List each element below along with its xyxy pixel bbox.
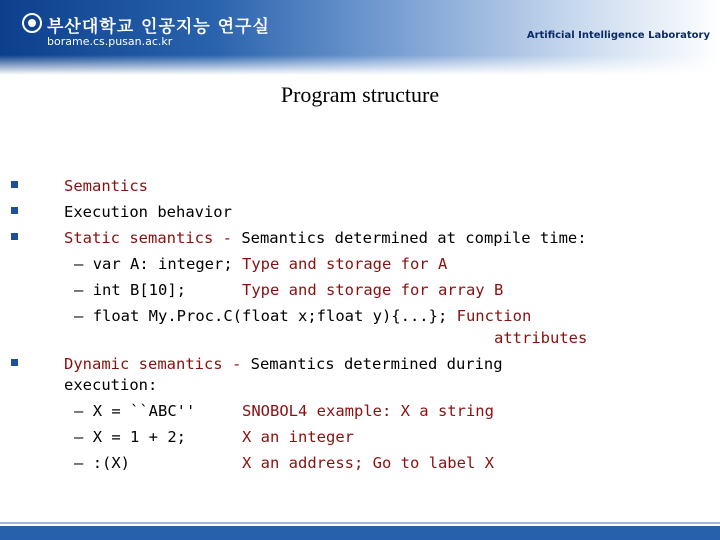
bullet-icon — [11, 233, 18, 240]
lab-name: Artificial Intelligence Laboratory — [526, 30, 710, 41]
bullet-text-part: execution: — [64, 376, 158, 394]
sub-item-note: attributes — [494, 329, 588, 347]
bullet-icon — [11, 359, 18, 366]
slide-title: Program structure — [280, 82, 440, 107]
sub-item — [74, 401, 494, 421]
bullet-text — [64, 176, 148, 196]
bullet-text — [64, 202, 232, 222]
sub-item — [74, 280, 503, 300]
dash-marker: – — [74, 428, 84, 446]
dash-marker: – — [74, 402, 84, 420]
sub-item-code: X = 1 + 2; — [92, 428, 242, 446]
sub-item-code: float My.Proc.C(float x;float y){...}; — [92, 307, 457, 325]
organization-name: 부산대학교 인공지능 연구실 — [47, 17, 270, 37]
bullet-text — [64, 354, 503, 374]
bullet-text-part: Semantics determined during — [250, 355, 503, 373]
sub-item-note: X an address; Go to label X — [242, 454, 494, 472]
sub-item-code: int B[10]; — [92, 281, 242, 299]
sub-item-note: X an integer — [242, 428, 354, 446]
sub-item-note: Function — [456, 307, 532, 325]
footer-bar — [0, 526, 720, 540]
bullet-text-part: Dynamic semantics - — [64, 355, 251, 373]
footer-line — [0, 522, 720, 524]
sub-item — [74, 306, 531, 326]
university-emblem-icon — [22, 13, 42, 33]
sub-item — [74, 254, 447, 274]
sub-item-code: :(X) — [92, 454, 242, 472]
bullet-icon — [11, 181, 18, 188]
dash-marker: – — [74, 454, 84, 472]
bullet-text — [64, 228, 587, 248]
bullet-text-continuation — [64, 375, 157, 395]
dash-marker: – — [74, 281, 84, 299]
sub-item-note: SNOBOL4 example: X a string — [242, 402, 494, 420]
lab-url: borame.cs.pusan.ac.kr — [47, 35, 173, 48]
dash-marker: – — [74, 255, 84, 273]
sub-item-code: X = ``ABC'' — [92, 402, 242, 420]
bullet-text-part: Semantics — [64, 177, 148, 195]
sub-item-code: var A: integer; — [92, 255, 242, 273]
sub-item — [74, 427, 354, 447]
bullet-text-part: Static semantics - — [64, 229, 242, 247]
sub-item — [74, 453, 494, 473]
dash-marker: – — [74, 307, 84, 325]
sub-item-continuation — [494, 328, 587, 348]
sub-item-note: Type and storage for array B — [242, 281, 504, 299]
bullet-text-part: Semantics determined at compile time: — [241, 229, 587, 247]
sub-item-note: Type and storage for A — [242, 255, 448, 273]
header-fade — [0, 55, 720, 75]
bullet-icon — [11, 207, 18, 214]
bullet-text-part: Execution behavior — [64, 203, 232, 221]
